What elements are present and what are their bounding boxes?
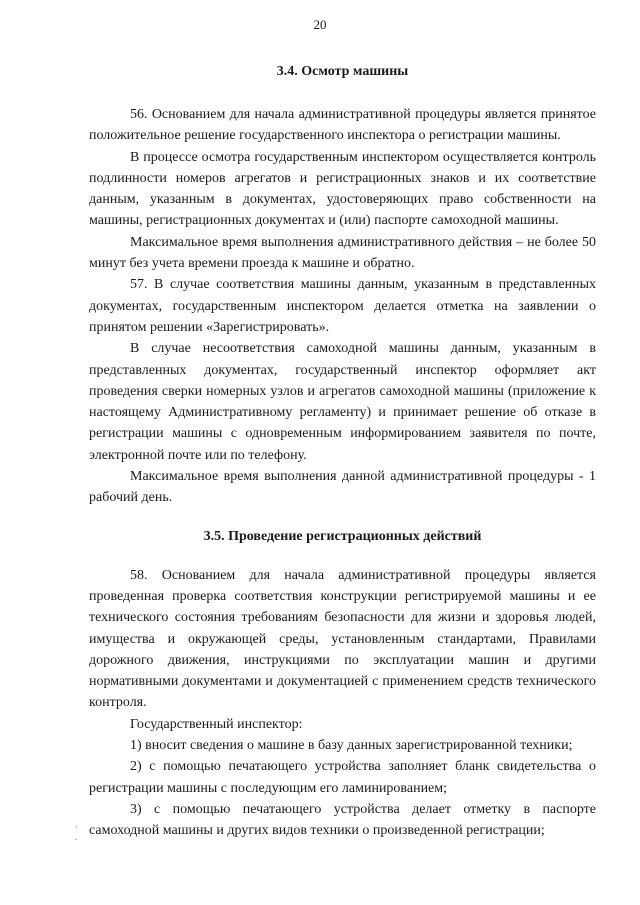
scan-mark: · . (75, 822, 78, 842)
paragraph: 57. В случае соответствия машины данным, указанным в представленных документах, государственным инспектором делается отметка на заявлении о принятом решении «Зарегистрировать». (89, 277, 596, 335)
paragraph: Максимальное время выполнения данной административной процедуры - 1 рабочий день. (89, 469, 596, 506)
section-heading: 3.4. Осмотр машины (276, 64, 409, 79)
list-item: 3) с помощью печатающего устройства делает отметку в паспорте самоходной машины и других видов техники о произведенной регистрации; (89, 801, 596, 839)
list-item: 2) с помощью печатающего устройства заполняет бланк свидетельства о регистрации машины с последующим его ламинированием; (89, 759, 596, 796)
paragraph: Максимальное время выполнения административного действия – не более 50 минут без учета времени проезда к машине и обратно. (89, 234, 596, 272)
paragraph: В процессе осмотра государственным инспектором осуществляется контроль подлинности номеров агрегатов и регистрационных знаков и их соответствие данным, указанным в документах, удостоверяющих право собственности на машины, регистрационных документах и (или) паспорте самоходной машины. (89, 149, 596, 229)
page-number: 20 (313, 17, 327, 32)
paragraph: 56. Основанием для начала административной процедуры является принятое положительное решение государственного инспектора о регистрации машины. (89, 107, 596, 144)
paragraph: Государственный инспектор: (130, 716, 303, 732)
list-item: 1) вносит сведения о машине в базу данных зарегистрированной техники; (130, 738, 573, 754)
paragraph: 58. Основанием для начала административной процедуры является проведенная проверка соответствия конструкции регистрируемой машины и ее технического состояния требованиям безопасности для жизни и здоровья людей, имущества и окружающей среды, установленным стандартами, Правилами дорожного движения, инструкциями по эксплуатации машин и другими нормативными документами и документацией с применением средств технического контроля. (89, 567, 596, 711)
document-body (89, 61, 596, 842)
section-heading: 3.5. Проведение регистрационных действий (203, 528, 482, 544)
paragraph: В случае несоответствия самоходной машины данным, указанным в представленных документах, государственный инспектор оформляет акт проведения сверки номерных узлов и агрегатов самоходной машины (приложение к настоящему Административному регламенту) и принимает решение об отказе в регистрации машины с одновременным информированием заявителя по почте, электронной почте или по телефону. (89, 341, 596, 463)
